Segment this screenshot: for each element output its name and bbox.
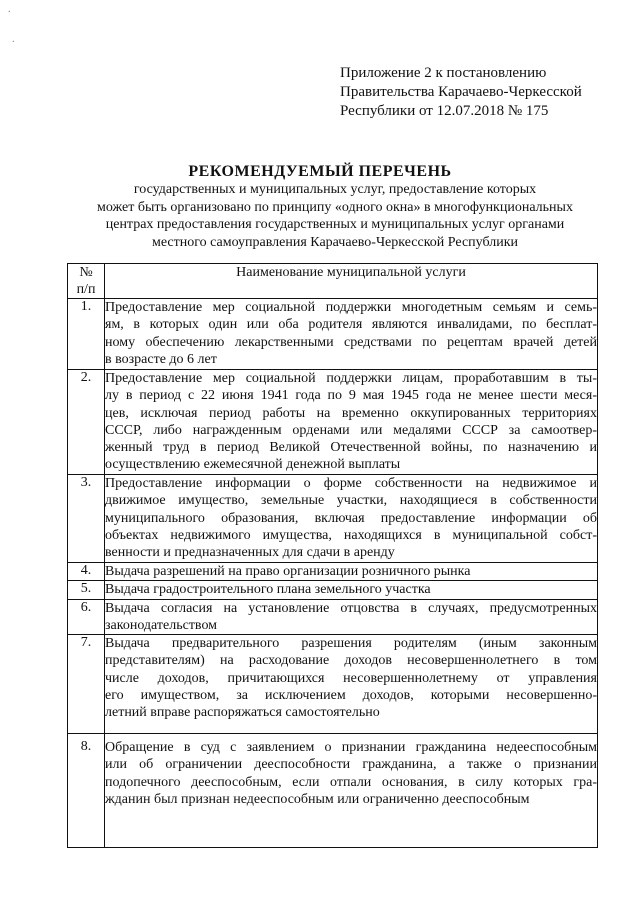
row-line: подопечного дееспособным, если отпали основания, в силу которых гра- bbox=[105, 774, 597, 790]
row-line: представителям) на расходование доходов несовершеннолетнего в том bbox=[105, 653, 597, 669]
row-line: цев, исключая период работы на временно оккупированных территориях bbox=[105, 405, 597, 421]
scan-mark: . bbox=[12, 34, 15, 45]
row-number: 5. bbox=[68, 581, 105, 599]
annex-line: Республики от 12.07.2018 № 175 bbox=[340, 103, 549, 119]
table-row bbox=[68, 635, 598, 734]
table-row bbox=[68, 581, 598, 599]
annex-header bbox=[340, 64, 582, 121]
row-line: летний вправе распоряжаться самостоятельно bbox=[105, 705, 380, 721]
row-line: ному обеспечению лекарственными средствами по рецептам врачей детей bbox=[105, 334, 597, 350]
row-line: Выдача согласия на установление отцовства в случаях, предусмотренных bbox=[105, 600, 597, 616]
row-line: в возрасте до 6 лет bbox=[105, 351, 217, 367]
table-row bbox=[68, 563, 598, 581]
row-number: 2. bbox=[68, 370, 105, 475]
subtitle-line: может быть организовано по принципу «одного окна» в многофункциональных bbox=[97, 199, 573, 215]
table-row bbox=[68, 475, 598, 563]
row-line: Выдача разрешений на право организации розничного рынка bbox=[105, 564, 471, 579]
subtitle-line: государственных и муниципальных услуг, предоставление которых bbox=[133, 182, 537, 197]
row-text bbox=[105, 475, 598, 563]
annex-line: Приложение 2 к постановлению bbox=[340, 65, 547, 81]
row-line: ям, в которых один или оба родителя являются инвалидами, по бесплат- bbox=[105, 317, 597, 333]
row-text bbox=[105, 599, 598, 635]
row-line: Обращение в суд с заявлением о признании гражданина недееспособным bbox=[105, 740, 597, 756]
table-header-row bbox=[68, 264, 598, 299]
row-line: женный труд в период Великой Отечественной войны, по назначению и bbox=[105, 440, 597, 456]
scan-mark: . bbox=[8, 4, 11, 15]
row-line: его имуществом, за исключением доходов, которыми несовершенно- bbox=[105, 688, 597, 704]
row-line: лу в период с 22 июня 1941 года по 9 мая 1945 года не менее шести меся- bbox=[105, 388, 597, 404]
row-text bbox=[105, 299, 598, 370]
table-row bbox=[68, 370, 598, 475]
row-number: 8. bbox=[68, 734, 105, 848]
document-subtitle bbox=[70, 181, 600, 251]
row-line: Выдача градостроительного плана земельного участка bbox=[105, 582, 431, 598]
row-line: Предоставление информации о форме собственности на недвижимое и bbox=[105, 476, 597, 491]
row-line: движимое имущество, земельные участки, находящиеся в собственности bbox=[105, 493, 597, 509]
row-line: венности и предназначенных для сдачи в аренду bbox=[105, 545, 395, 561]
row-number: 6. bbox=[68, 599, 105, 635]
services-table bbox=[67, 263, 598, 848]
row-text bbox=[105, 734, 598, 848]
subtitle-line: местного самоуправления Карачаево-Черкесской Республики bbox=[151, 234, 519, 250]
row-text bbox=[105, 563, 598, 581]
row-line: муниципального образования, включая предоставление информации об bbox=[105, 510, 597, 526]
row-line: объектах недвижимого имущества, находящихся в муниципальной собст- bbox=[105, 527, 597, 543]
row-line: СССР, либо награжденным орденами или медалями СССР за самоотвер- bbox=[105, 422, 597, 438]
row-line: жданин был признан недееспособным или ограниченно дееспособным bbox=[105, 792, 530, 808]
header-num-label: № bbox=[79, 265, 93, 280]
row-line: Предоставление мер социальной поддержки многодетным семьям и семь- bbox=[105, 300, 597, 315]
header-num-cell bbox=[68, 264, 105, 299]
header-num-label: п/п bbox=[76, 282, 96, 297]
row-line: осуществлению ежемесячной денежной выплаты bbox=[105, 457, 401, 473]
header-name-cell: Наименование муниципальной услуги bbox=[105, 264, 598, 299]
row-text bbox=[105, 635, 598, 734]
subtitle-line: центрах предоставления государственных и муниципальных услуг органами bbox=[105, 217, 565, 232]
row-line: Предоставление мер социальной поддержки лицам, проработавшим в ты- bbox=[105, 371, 597, 386]
annex-line: Правительства Карачаево-Черкесской bbox=[340, 84, 582, 100]
row-number: 7. bbox=[68, 635, 105, 734]
row-number: 1. bbox=[68, 299, 105, 370]
row-number: 3. bbox=[68, 475, 105, 563]
table-row bbox=[68, 734, 598, 848]
row-text bbox=[105, 370, 598, 475]
row-text bbox=[105, 581, 598, 599]
table-row bbox=[68, 599, 598, 635]
document-title: РЕКОМЕНДУЕМЫЙ ПЕРЕЧЕНЬ bbox=[188, 163, 452, 180]
row-line: Выдача предварительного разрешения родителям (иным законным bbox=[105, 636, 597, 652]
row-line: законодательством bbox=[105, 617, 218, 633]
row-number: 4. bbox=[68, 563, 105, 581]
table-row bbox=[68, 299, 598, 370]
row-line: или об ограничении дееспособности гражданина, а также о признании bbox=[105, 757, 597, 773]
row-line: числе доходов, причитающихся несовершеннолетнему от управления bbox=[105, 670, 597, 686]
